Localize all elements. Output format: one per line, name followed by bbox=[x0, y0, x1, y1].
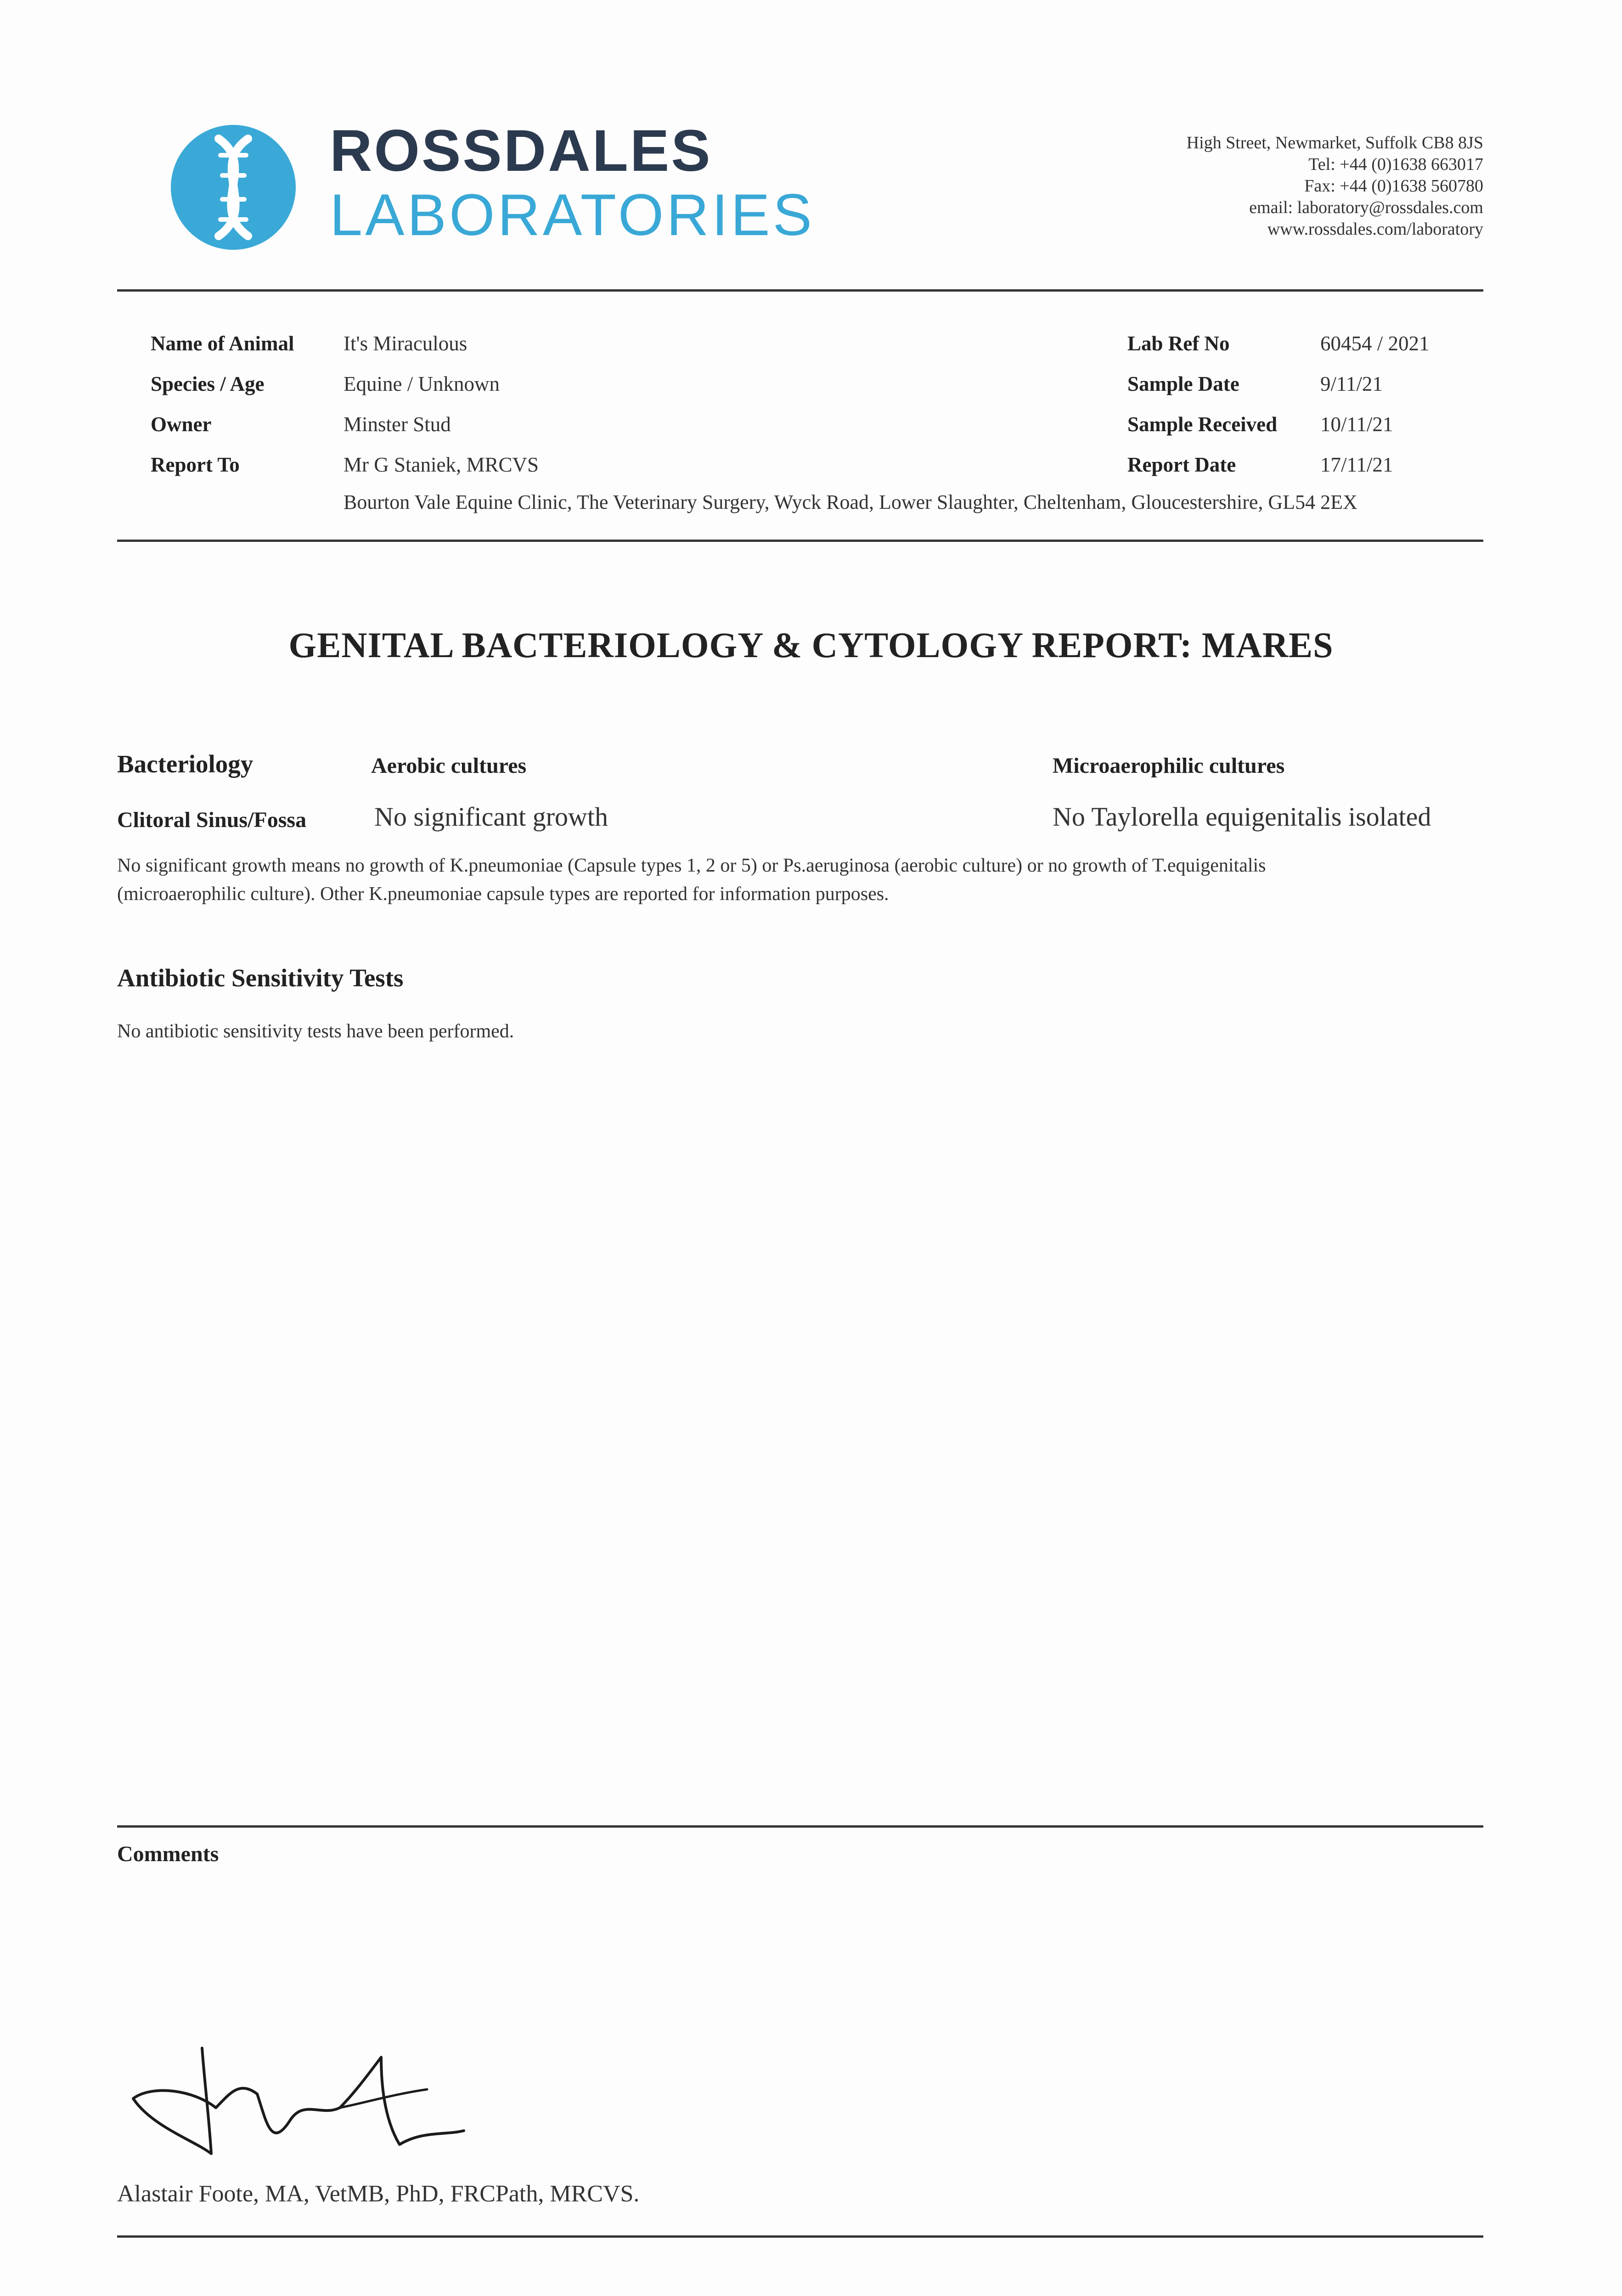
species-age-label: Species / Age bbox=[151, 372, 265, 395]
microaerophilic-result: No Taylorella equigenitalis isolated bbox=[1053, 802, 1431, 832]
dna-helix-icon bbox=[171, 125, 296, 250]
address-fax: Fax: +44 (0)1638 560780 bbox=[1304, 176, 1483, 196]
report-to-value: Mr G Staniek, MRCVS bbox=[344, 453, 539, 476]
owner-label: Owner bbox=[151, 413, 212, 436]
comments-heading: Comments bbox=[117, 1842, 219, 1866]
microaerophilic-cultures-heading: Microaerophilic cultures bbox=[1053, 754, 1285, 778]
bacteriology-note-line1: No significant growth means no growth of K.pneumoniae (Capsule types 1, 2 or 5) or Ps.aeruginosa (aerobic culture) or no growth of T.equigenitalis bbox=[117, 855, 1266, 876]
lab-ref-label: Lab Ref No bbox=[1127, 332, 1230, 355]
handwritten-signature bbox=[124, 2039, 473, 2167]
header-divider bbox=[117, 289, 1483, 292]
signer-name: Alastair Foote, MA, VetMB, PhD, FRCPath, MRCVS. bbox=[117, 2181, 640, 2207]
brand-name-line2: LABORATORIES bbox=[330, 182, 815, 248]
sample-received-value: 10/11/21 bbox=[1320, 413, 1393, 436]
owner-value: Minster Stud bbox=[344, 413, 451, 436]
antibiotic-heading: Antibiotic Sensitivity Tests bbox=[117, 964, 404, 992]
address-email: email: laboratory@rossdales.com bbox=[1249, 198, 1483, 217]
antibiotic-text: No antibiotic sensitivity tests have been performed. bbox=[117, 1021, 514, 1042]
report-to-label: Report To bbox=[151, 453, 240, 476]
report-to-address: Bourton Vale Equine Clinic, The Veterinary Surgery, Wyck Road, Lower Slaughter, Cheltenham, Gloucestershire, GL54 2EX bbox=[344, 491, 1357, 513]
report-title: GENITAL BACTERIOLOGY & CYTOLOGY REPORT: MARES bbox=[288, 625, 1334, 665]
sample-received-label: Sample Received bbox=[1127, 413, 1278, 436]
comments-divider bbox=[117, 1825, 1483, 1828]
logo-circle bbox=[171, 125, 296, 250]
sample-date-label: Sample Date bbox=[1127, 372, 1239, 395]
species-age-value: Equine / Unknown bbox=[344, 372, 500, 395]
address-website: www.rossdales.com/laboratory bbox=[1267, 219, 1483, 239]
aerobic-result: No significant growth bbox=[374, 802, 608, 832]
sample-site-label: Clitoral Sinus/Fossa bbox=[117, 808, 307, 832]
lab-address bbox=[1187, 132, 1483, 240]
name-of-animal-label: Name of Animal bbox=[151, 332, 294, 355]
lab-ref-value: 60454 / 2021 bbox=[1320, 332, 1430, 355]
address-tel: Tel: +44 (0)1638 663017 bbox=[1308, 155, 1483, 174]
bacteriology-heading: Bacteriology bbox=[117, 750, 253, 778]
aerobic-cultures-heading: Aerobic cultures bbox=[371, 754, 527, 778]
report-date-label: Report Date bbox=[1127, 453, 1236, 476]
name-of-animal-value: It's Miraculous bbox=[344, 332, 467, 355]
report-date-value: 17/11/21 bbox=[1320, 453, 1393, 476]
sample-date-value: 9/11/21 bbox=[1320, 372, 1383, 395]
info-divider bbox=[117, 540, 1483, 542]
footer-divider bbox=[117, 2235, 1483, 2238]
brand-name-line1: ROSSDALES bbox=[330, 118, 712, 184]
bacteriology-note-line2: (microaerophilic culture). Other K.pneumoniae capsule types are reported for information purposes. bbox=[117, 884, 889, 905]
address-street: High Street, Newmarket, Suffolk CB8 8JS bbox=[1186, 133, 1483, 152]
